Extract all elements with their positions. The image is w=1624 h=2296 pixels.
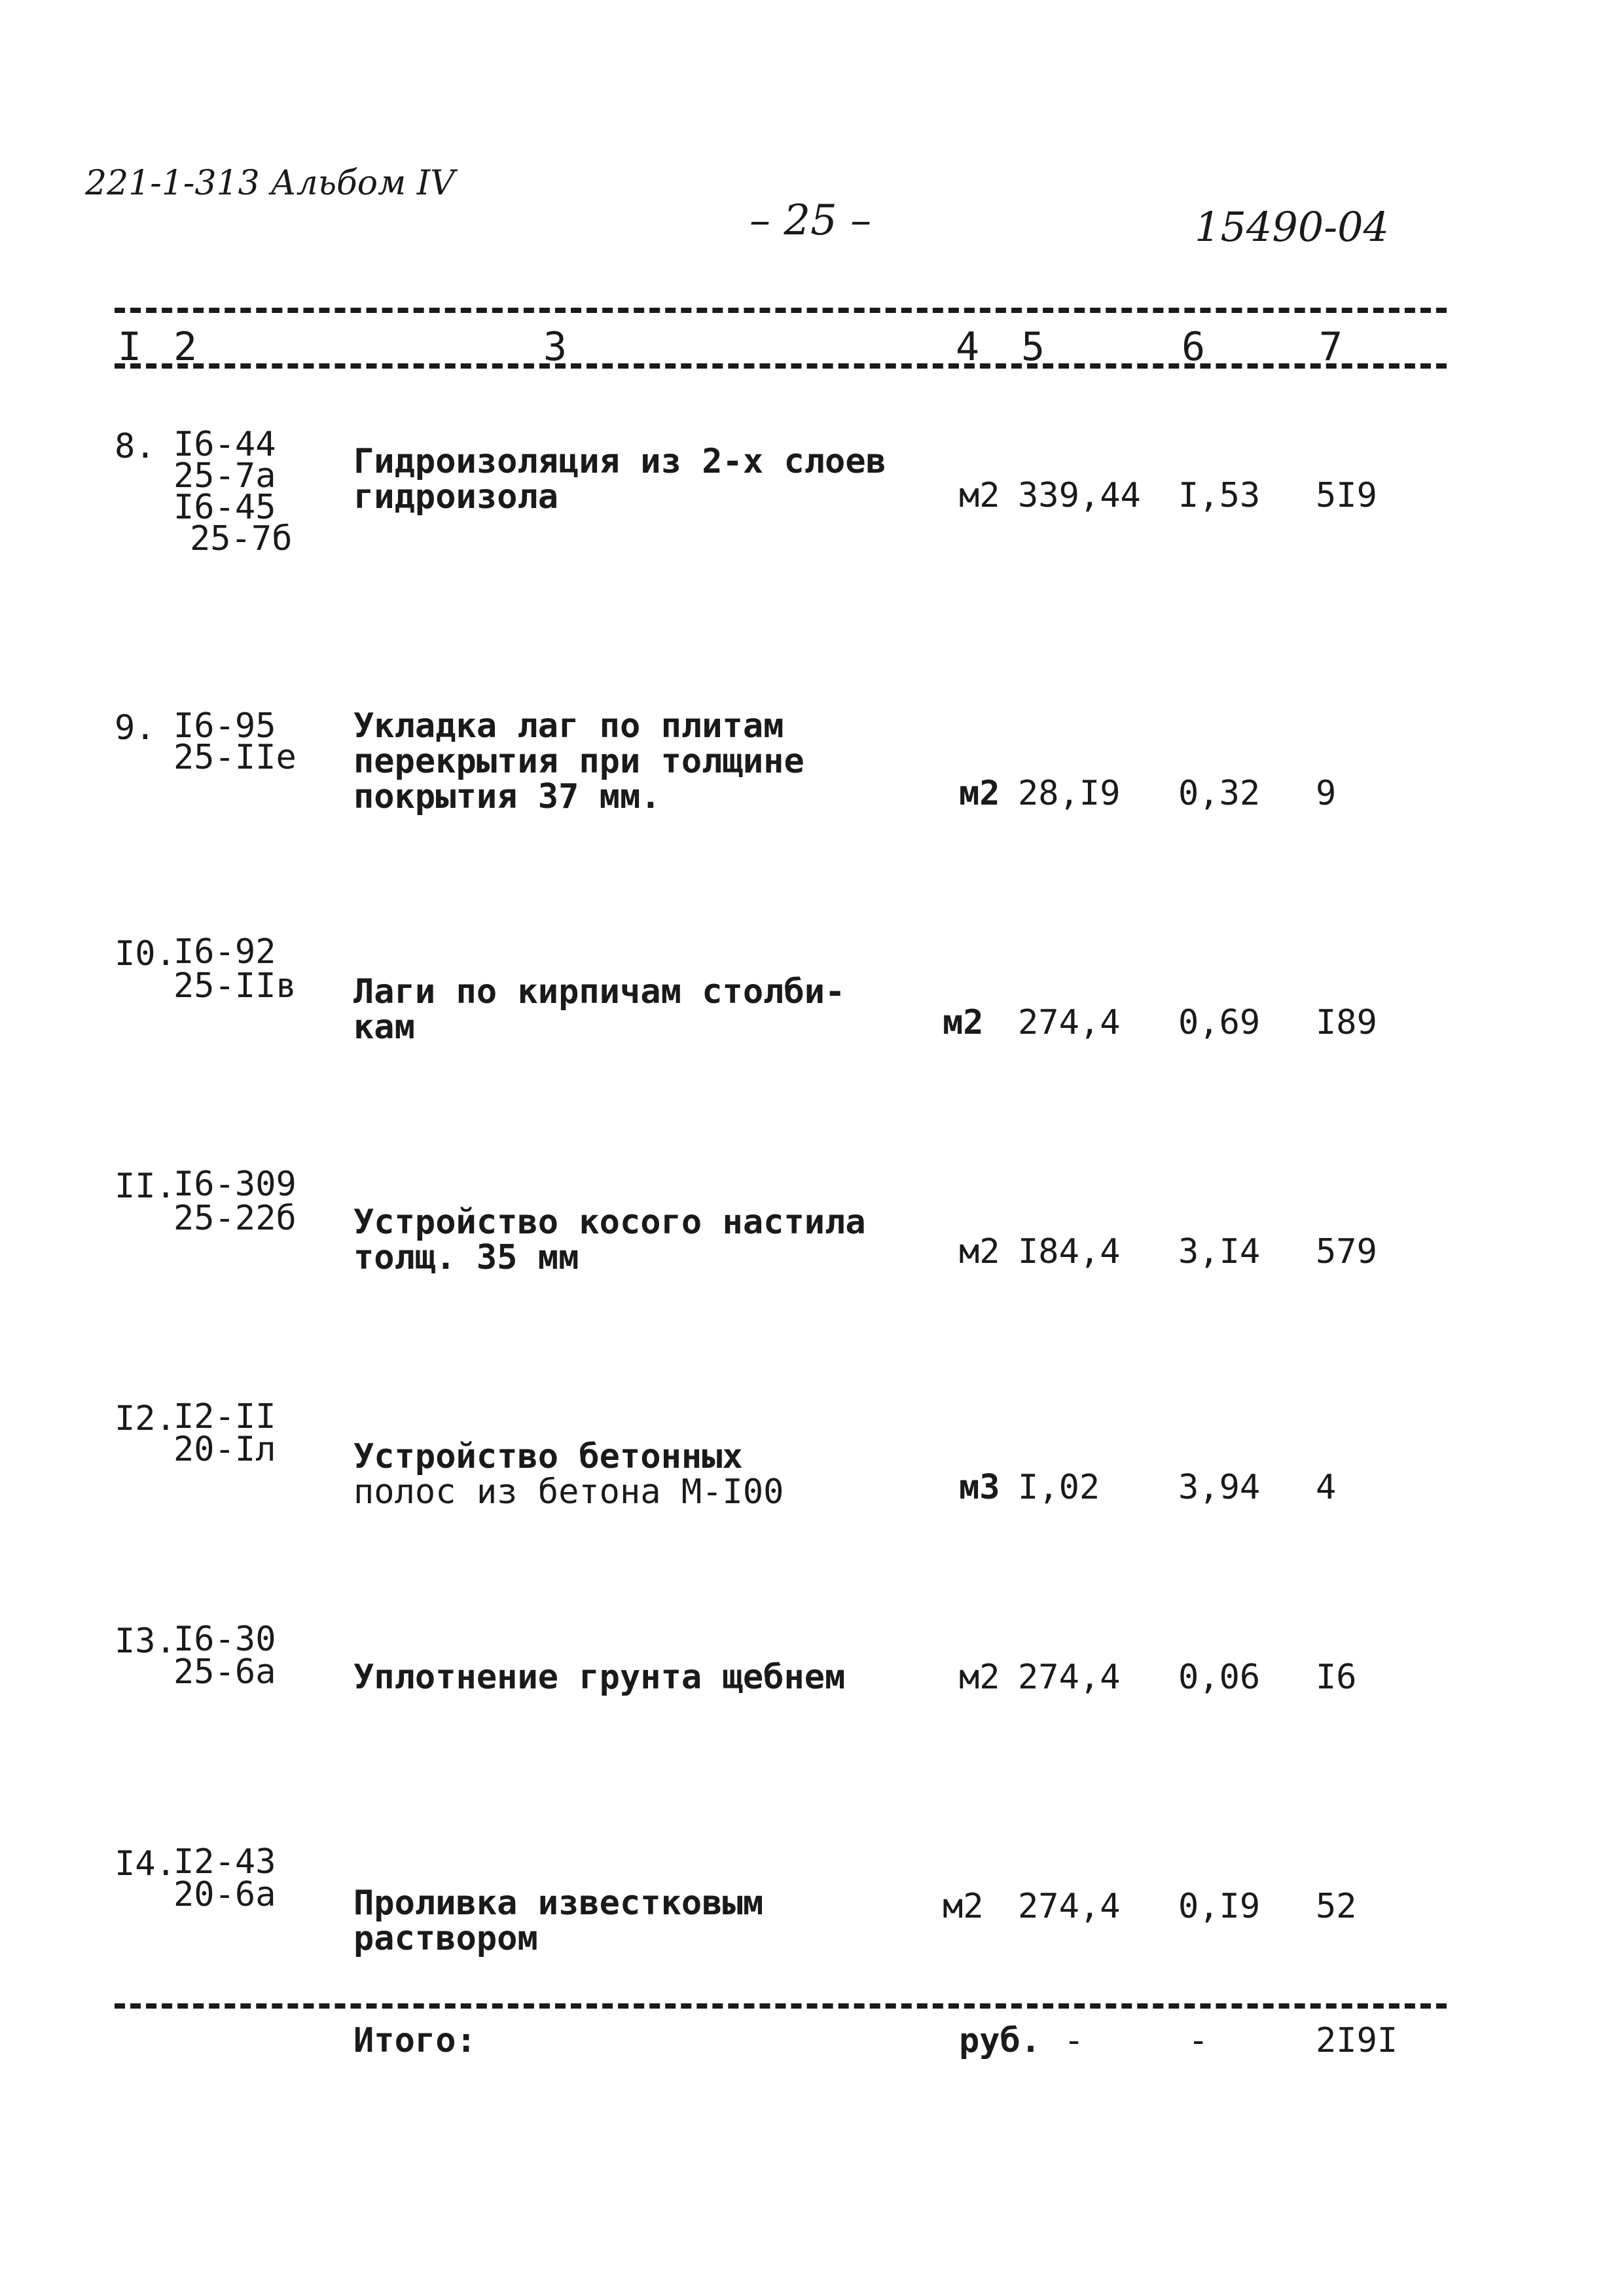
total-unit-price: -: [1188, 2021, 1209, 2060]
row-code: 25-IIв: [173, 966, 297, 1006]
row-description: раствором: [353, 1919, 538, 1958]
row-quantity: 274,4: [1018, 1887, 1121, 1926]
row-total: I6: [1316, 1658, 1357, 1697]
row-unit: м2: [959, 774, 1000, 813]
total-label: Итого:: [353, 2021, 477, 2060]
row-unit-price: 0,69: [1178, 1003, 1261, 1042]
row-code: 20-Iл: [173, 1430, 276, 1469]
row-total: 9: [1316, 774, 1337, 813]
row-description: кам: [353, 1008, 415, 1047]
row-unit-price: 0,06: [1178, 1658, 1261, 1697]
row-code: I6-30: [173, 1620, 276, 1659]
row-number: I3.: [115, 1622, 176, 1661]
row-unit: м2: [959, 1658, 1000, 1697]
row-description: Укладка лаг по плитам: [353, 706, 784, 746]
row-unit-price: 0,32: [1178, 774, 1261, 813]
row-code: 25-22б: [173, 1199, 297, 1238]
row-code: 25-6а: [173, 1652, 276, 1692]
row-unit-price: I,53: [1178, 476, 1261, 515]
row-quantity: I84,4: [1018, 1232, 1121, 1271]
row-quantity: 339,44: [1018, 476, 1141, 515]
row-code: I6-44: [173, 425, 276, 464]
row-number: 8.: [115, 427, 156, 466]
col-num-4: 4: [956, 324, 980, 370]
row-total: 5I9: [1316, 476, 1377, 515]
col-num-5: 5: [1021, 324, 1045, 370]
row-unit: м2: [959, 1232, 1000, 1271]
total-unit: руб.: [959, 2021, 1041, 2060]
row-code: 25-7б: [190, 519, 293, 558]
row-code: I6-95: [173, 706, 276, 746]
col-num-7: 7: [1319, 324, 1343, 370]
row-unit: м2: [943, 1887, 984, 1926]
row-unit: м3: [959, 1468, 1000, 1507]
row-code: I6-309: [173, 1165, 297, 1204]
row-unit: м2: [959, 476, 1000, 515]
row-code: 25-7а: [173, 456, 276, 496]
document-number: 15490-04: [1195, 203, 1390, 251]
row-description: покрытия 37 мм.: [353, 777, 661, 816]
row-number: I2.: [115, 1399, 176, 1438]
row-code: 25-IIе: [173, 738, 297, 777]
row-total: 4: [1316, 1468, 1337, 1507]
total-rule: [115, 2003, 1447, 2009]
row-total: I89: [1316, 1003, 1377, 1042]
row-code: I6-45: [173, 488, 276, 527]
col-num-2: 2: [173, 324, 198, 370]
row-code: I2-II: [173, 1397, 276, 1436]
row-description: Устройство бетонных: [353, 1437, 743, 1476]
album-code: 221-1-313 Альбом IV: [85, 164, 455, 203]
row-unit: м2: [943, 1003, 984, 1042]
row-number: I4.: [115, 1844, 176, 1884]
row-quantity: 28,I9: [1018, 774, 1121, 813]
col-num-1: I: [118, 324, 142, 370]
page-number: – 25 –: [749, 196, 872, 245]
row-description: Уплотнение грунта щебнем: [353, 1658, 846, 1697]
total-sum: 2I9I: [1316, 2021, 1398, 2060]
row-quantity: I,02: [1018, 1468, 1100, 1507]
row-code: 20-6а: [173, 1875, 276, 1914]
row-unit-price: 0,I9: [1178, 1887, 1261, 1926]
col-num-6: 6: [1182, 324, 1206, 370]
row-description: полос из бетона М-I00: [353, 1472, 784, 1512]
row-total: 52: [1316, 1887, 1357, 1926]
row-code: I2-43: [173, 1842, 276, 1882]
row-description: Лаги по кирпичам столби-: [353, 972, 846, 1011]
header-top-rule: [115, 308, 1447, 313]
row-number: I0.: [115, 934, 176, 974]
row-code: I6-92: [173, 932, 276, 972]
row-total: 579: [1316, 1232, 1377, 1271]
row-description: Устройство косого настила: [353, 1203, 866, 1242]
row-description: Проливка известковым: [353, 1884, 764, 1923]
row-description: толщ. 35 мм: [353, 1238, 579, 1277]
row-quantity: 274,4: [1018, 1658, 1121, 1697]
row-description: гидроизола: [353, 477, 559, 517]
row-description: перекрытия при толщине: [353, 742, 804, 781]
total-quantity: -: [1064, 2021, 1085, 2060]
row-unit-price: 3,I4: [1178, 1232, 1261, 1271]
col-num-3: 3: [543, 324, 568, 370]
row-quantity: 274,4: [1018, 1003, 1121, 1042]
row-number: 9.: [115, 708, 156, 748]
row-number: II.: [115, 1167, 176, 1206]
header-bottom-rule: [115, 363, 1447, 369]
row-description: Гидроизоляция из 2-х слоев: [353, 442, 886, 481]
row-unit-price: 3,94: [1178, 1468, 1261, 1507]
